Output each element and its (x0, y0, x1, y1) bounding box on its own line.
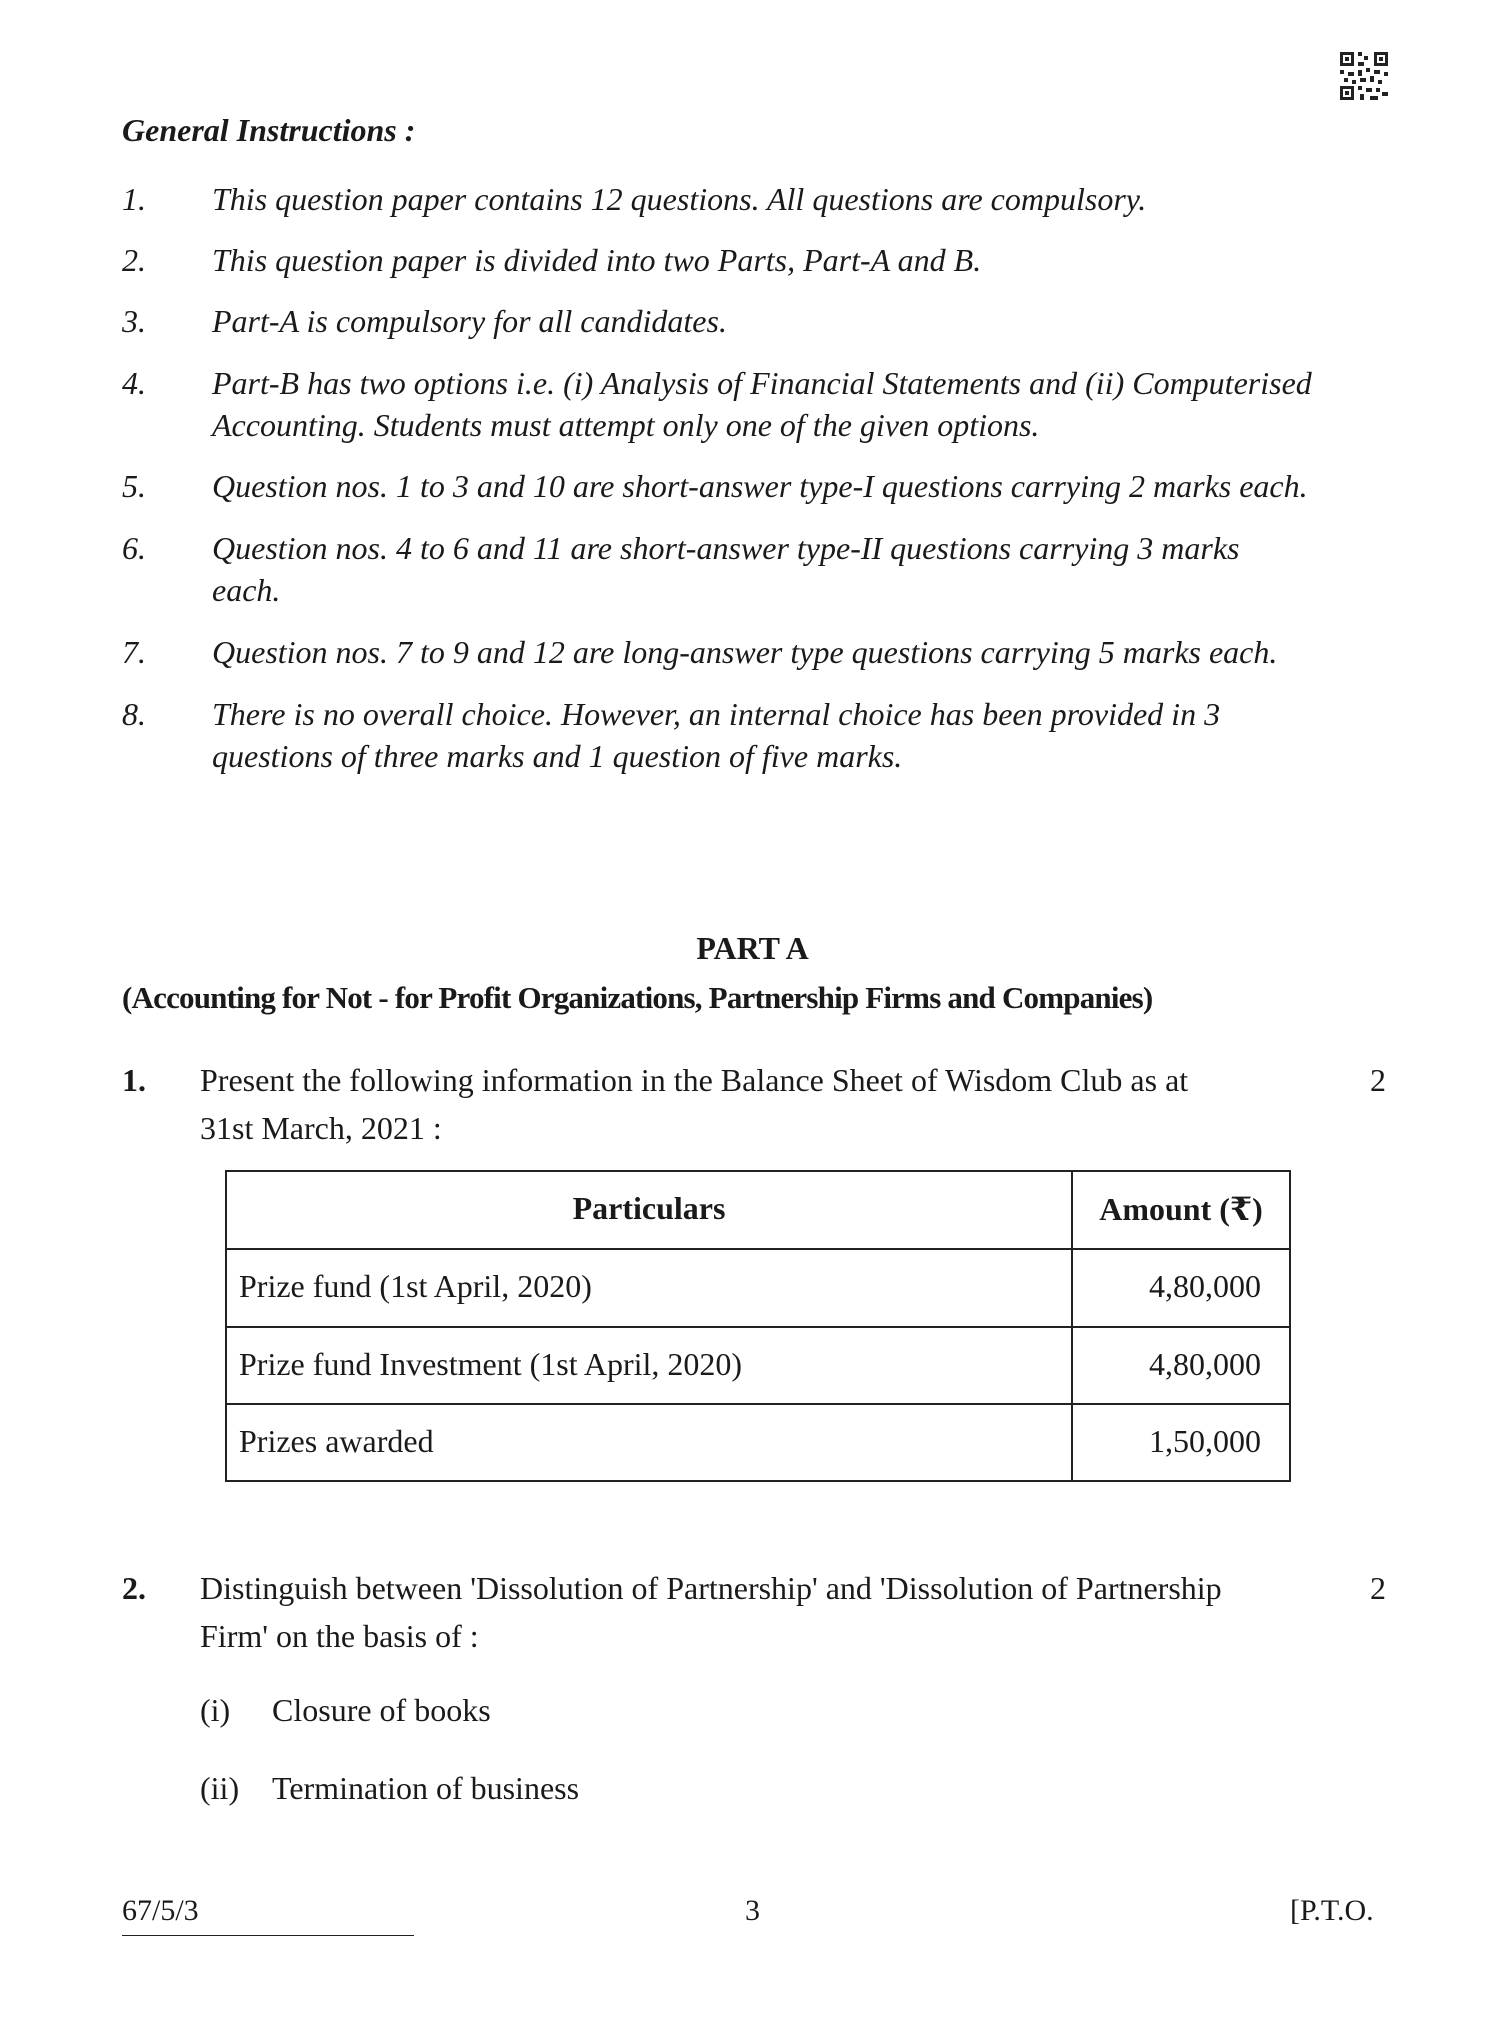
pto-label: [P.T.O. (1290, 1894, 1374, 1927)
instruction-text: Question nos. 7 to 9 and 12 are long-answer type questions carrying 5 marks each. (212, 634, 1278, 670)
instruction-number: 4. (122, 365, 146, 401)
general-instructions-heading: General Instructions : (122, 112, 416, 148)
paper-code-underline (122, 1935, 414, 1936)
instruction-number: 1. (122, 181, 146, 217)
instruction-item (122, 693, 1390, 777)
table-row (227, 1403, 1289, 1480)
instruction-text: There is no overall choice. However, an internal choice has been provided in 3 questions of three marks and 1 question of five marks. (212, 696, 1221, 774)
paper-code: 67/5/3 (122, 1894, 199, 1927)
table-header-row (227, 1172, 1289, 1248)
balance-sheet-table (225, 1170, 1291, 1482)
instruction-number: 7. (122, 634, 146, 670)
table-cell-particular: Prize fund (1st April, 2020) (239, 1268, 592, 1304)
instruction-number: 3. (122, 303, 146, 339)
instruction-text: Part-A is compulsory for all candidates. (212, 303, 727, 339)
table-cell-amount: 4,80,000 (1149, 1268, 1261, 1304)
question-2-marks: 2 (1370, 1570, 1386, 1606)
question-2-text: Distinguish between 'Dissolution of Partnership' and 'Dissolution of Partnership Firm' on the basis of : (200, 1570, 1222, 1654)
instruction-text: Question nos. 1 to 3 and 10 are short-answer type-I questions carrying 2 marks each. (212, 468, 1308, 504)
question-2-number: 2. (122, 1570, 146, 1606)
instruction-text: This question paper contains 12 questions. All questions are compulsory. (212, 181, 1147, 217)
instruction-number: 5. (122, 468, 146, 504)
instruction-item (122, 300, 1390, 342)
instruction-text: Part-B has two options i.e. (i) Analysis of Financial Statements and (ii) Computerised Accounting. Students must attempt only one of the given options. (212, 365, 1312, 443)
option-text: Termination of business (272, 1770, 580, 1806)
instruction-item (122, 362, 1390, 446)
instruction-number: 2. (122, 242, 146, 278)
instruction-item (122, 239, 1390, 281)
part-a-subtitle: (Accounting for Not - for Profit Organizations, Partnership Firms and Companies) (122, 980, 1153, 1015)
question-1-number: 1. (122, 1062, 146, 1098)
table-cell-amount: 4,80,000 (1149, 1346, 1261, 1382)
option-label: (ii) (200, 1770, 240, 1806)
instruction-text: This question paper is divided into two Parts, Part-A and B. (212, 242, 982, 278)
instruction-item (122, 465, 1390, 507)
table-row (227, 1248, 1289, 1326)
instruction-item (122, 527, 1390, 611)
question-1-text: Present the following information in the Balance Sheet of Wisdom Club as at 31st March, 2021 : (200, 1062, 1189, 1146)
table-row (227, 1326, 1289, 1403)
instruction-number: 8. (122, 696, 146, 732)
table-cell-particular: Prize fund Investment (1st April, 2020) (239, 1346, 743, 1382)
table-cell-amount: 1,50,000 (1149, 1423, 1261, 1459)
instruction-item (122, 631, 1390, 673)
option-label: (i) (200, 1692, 231, 1728)
instruction-item (122, 178, 1390, 220)
question-1-marks: 2 (1370, 1062, 1386, 1098)
instruction-number: 6. (122, 530, 146, 566)
instruction-text: Question nos. 4 to 6 and 11 are short-answer type-II questions carrying 3 marks each. (212, 530, 1240, 608)
column-header-particulars: Particulars (572, 1190, 726, 1226)
column-header-amount: Amount (₹) (1099, 1191, 1263, 1227)
option-text: Closure of books (272, 1692, 491, 1728)
page-number: 3 (745, 1894, 760, 1927)
table-cell-particular: Prizes awarded (239, 1423, 434, 1459)
qr-code-icon (1338, 50, 1390, 102)
part-a-title: PART A (696, 930, 809, 966)
